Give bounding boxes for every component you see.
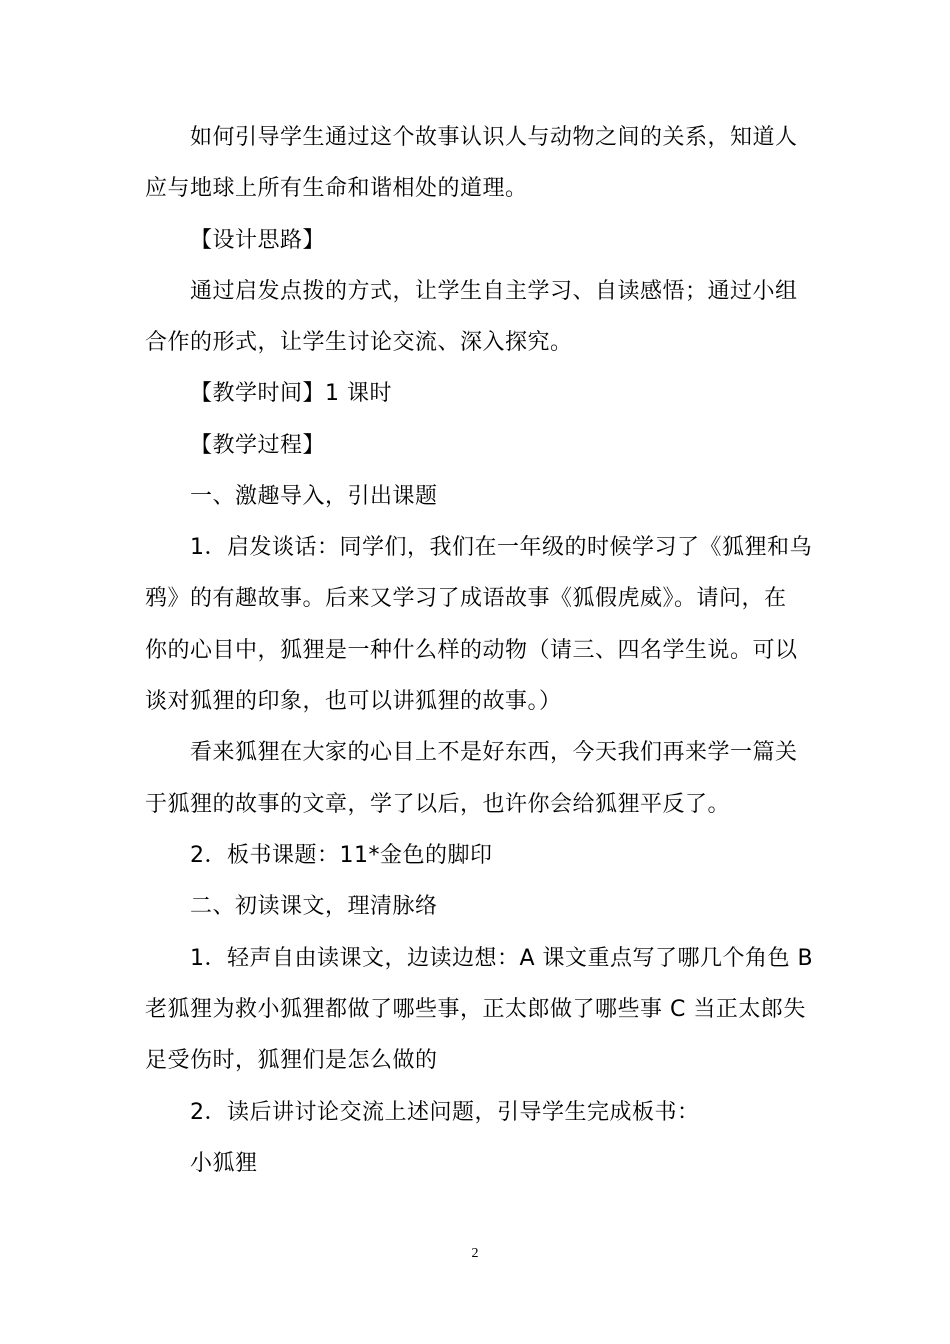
paragraph-line: 老狐狸为救小狐狸都做了哪些事，正太郎做了哪些事 C 当正太郎失	[145, 997, 806, 1022]
paragraph-line: 1．轻声自由读课文，边读边想：A 课文重点写了哪几个角色 B	[190, 946, 814, 971]
paragraph-line: 于狐狸的故事的文章，学了以后，也许你会给狐狸平反了。	[145, 792, 731, 817]
page-number: 2	[471, 1246, 479, 1261]
subsection-heading: 一、激趣导入，引出课题	[190, 484, 438, 509]
paragraph-line: 合作的形式，让学生讨论交流、深入探究。	[145, 330, 573, 355]
paragraph-line: 通过启发点拨的方式，让学生自主学习、自读感悟；通过小组	[190, 279, 798, 304]
paragraph-line: 看来狐狸在大家的心目上不是好东西，今天我们再来学一篇关	[190, 740, 798, 765]
paragraph-line: 你的心目中，狐狸是一种什么样的动物（请三、四名学生说。可以	[145, 638, 798, 663]
paragraph-line: 1．启发谈话：同学们，我们在一年级的时候学习了《狐狸和乌	[190, 535, 812, 560]
section-heading: 【设计思路】	[190, 228, 326, 253]
paragraph-line: 小狐狸	[190, 1151, 258, 1176]
paragraph-line: 谈对狐狸的印象，也可以讲狐狸的故事。）	[145, 689, 562, 714]
section-heading: 【教学时间】1 课时	[190, 381, 392, 406]
paragraph-line: 如何引导学生通过这个故事认识人与动物之间的关系，知道人	[190, 125, 798, 150]
paragraph-line: 足受伤时，狐狸们是怎么做的	[145, 1048, 438, 1073]
paragraph-line: 应与地球上所有生命和谐相处的道理。	[145, 176, 528, 201]
section-heading: 【教学过程】	[190, 433, 326, 458]
paragraph-line: 2．板书课题：11*金色的脚印	[190, 843, 493, 868]
paragraph-line: 鸦》的有趣故事。后来又学习了成语故事《狐假虎威》。请问，在	[145, 586, 787, 611]
paragraph-line: 2．读后讲讨论交流上述问题，引导学生完成板书：	[190, 1100, 700, 1125]
subsection-heading: 二、初读课文，理清脉络	[190, 894, 438, 919]
